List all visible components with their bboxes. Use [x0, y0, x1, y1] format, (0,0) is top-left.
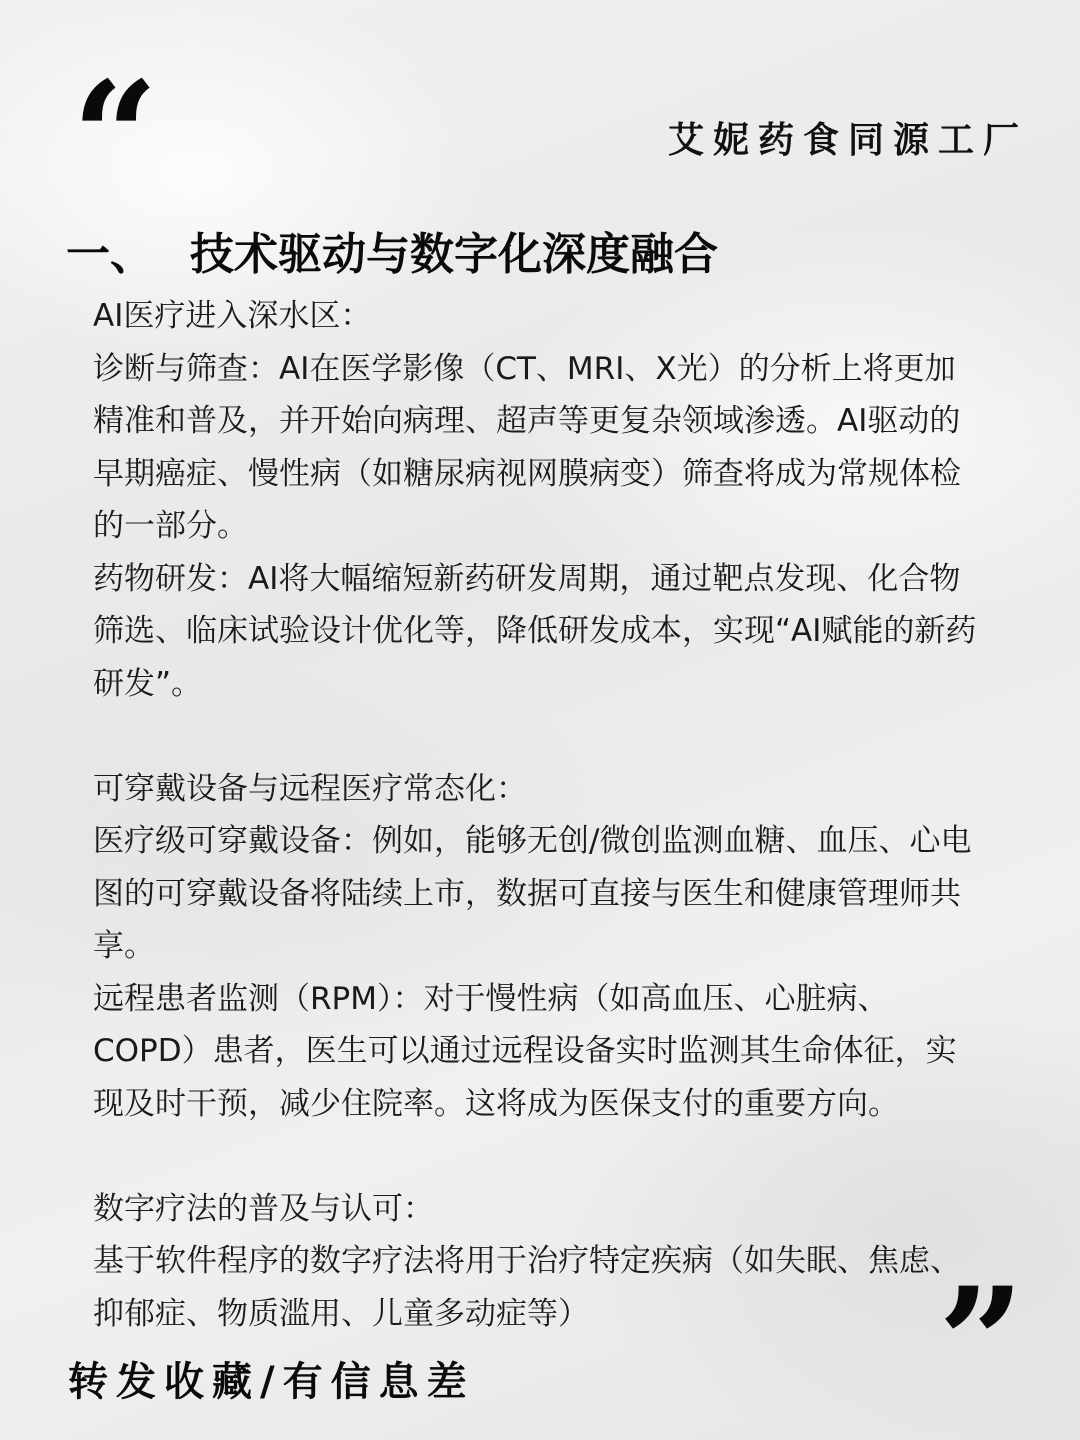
- article-body: [93, 290, 983, 1340]
- close-quote-mark: ”: [938, 1255, 1019, 1431]
- footer-slogan: 转发收藏/有信息差: [68, 1359, 475, 1405]
- open-quote-mark: “: [72, 49, 153, 225]
- paragraph: 远程患者监测（RPM）：对于慢性病（如高血压、心脏病、COPD）患者，医生可以通过远程设备实时监测其生命体征，实现及时干预，减少住院率。这将成为医保支付的重要方向。: [93, 980, 957, 1122]
- paragraph: 药物研发：AI将大幅缩短新药研发周期，通过靶点发现、化合物筛选、临床试验设计优化等，降低研发成本，实现“AI赋能的新药研发”。: [93, 560, 977, 702]
- spacer: [93, 1130, 983, 1183]
- subsection-title: 可穿戴设备与远程医疗常态化：: [93, 770, 527, 807]
- paragraph: 医疗级可穿戴设备：例如，能够无创/微创监测血糖、血压、心电图的可穿戴设备将陆续上市，数据可直接与医生和健康管理师共享。: [93, 823, 972, 964]
- subsection-title: 数字疗法的普及与认可：: [93, 1190, 434, 1227]
- subsection-title: AI医疗进入深水区：: [93, 298, 372, 334]
- heading-number: 一、: [66, 229, 154, 280]
- spacer: [93, 710, 983, 763]
- section-heading: [66, 218, 718, 282]
- paragraph: 诊断与筛查：AI在医学影像（CT、MRI、X光）的分析上将更加精准和普及，并开始向病理、超声等更复杂领域渗透。AI驱动的早期癌症、慢性病（如糖尿病视网膜病变）筛查将成为常规体检的一部分。: [93, 350, 961, 544]
- paragraph: 基于软件程序的数字疗法将用于治疗特定疾病（如失眠、焦虑、抑郁症、物质滥用、儿童多动症等）: [93, 1243, 961, 1332]
- brand-name: 艾妮药食同源工厂: [667, 120, 1028, 161]
- heading-title: 技术驱动与数字化深度融合: [190, 229, 718, 280]
